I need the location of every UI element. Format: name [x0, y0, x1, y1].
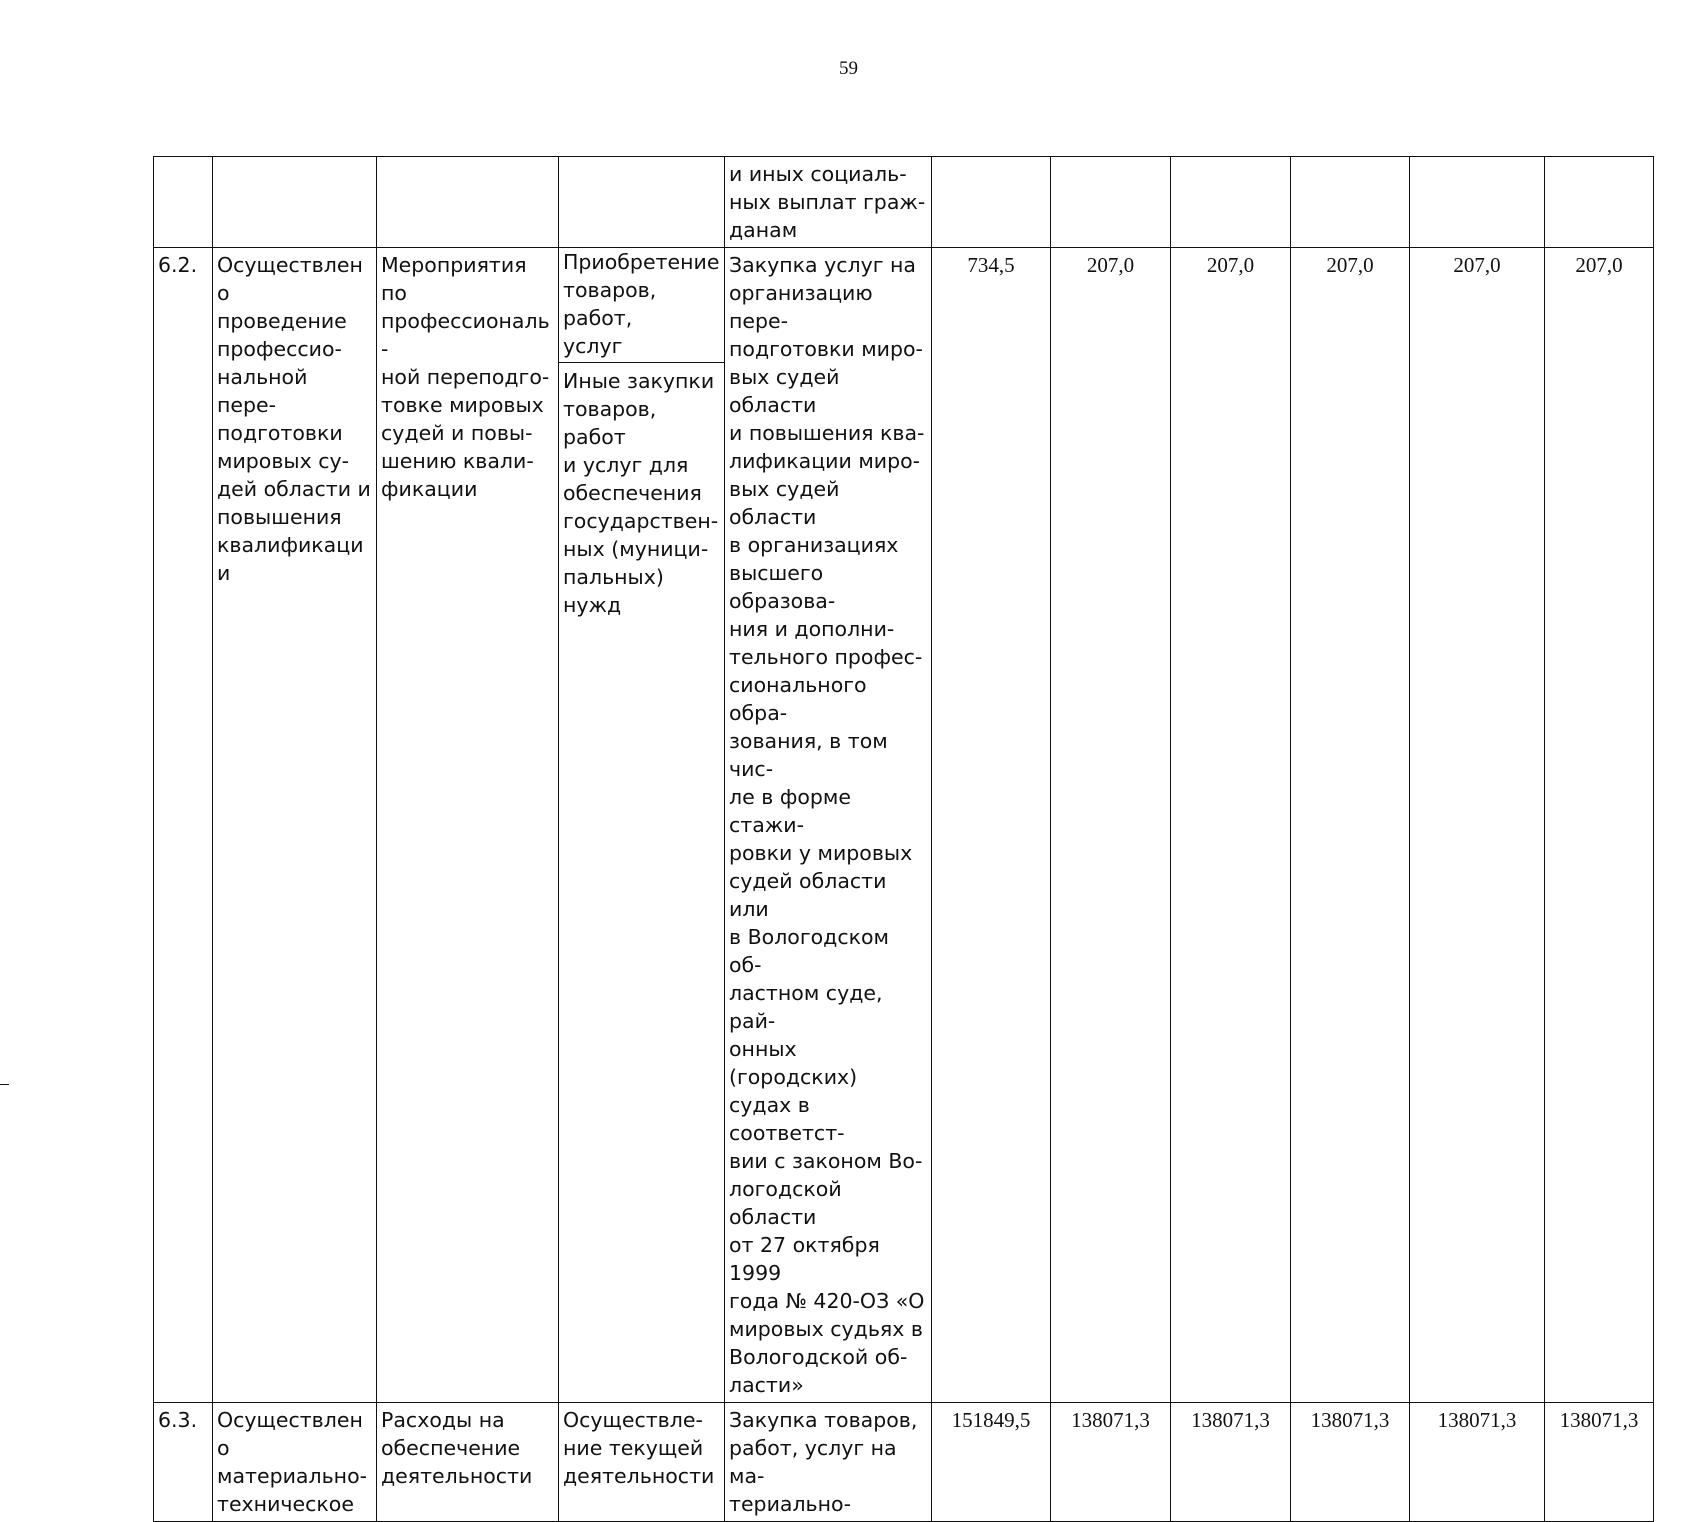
cell-value [1291, 157, 1410, 248]
type-top-text: Приобретение товаров, работ, услуг [559, 248, 724, 363]
cell-event [377, 157, 559, 248]
cell-value: 138071,3 [1171, 1403, 1291, 1522]
cell-num [154, 157, 213, 248]
table-row-6-2 [154, 248, 1654, 1403]
result-text: Осуществлено проведение профессио- нальной пере- подготовки мировых су- дей области и повышения квалификации [217, 253, 371, 585]
cell-type [559, 248, 725, 1403]
cell-description [725, 157, 932, 248]
page-number: 59 [839, 58, 858, 79]
event-text: Мероприятия по профессиональ- ной переподго- товке мировых судей и повы- шению квали- фикации [381, 253, 550, 501]
cell-value: 207,0 [1171, 248, 1291, 1403]
cell-value: 207,0 [1051, 248, 1171, 1403]
description-text: Закупка товаров, работ, услуг на ма- териально- [729, 1408, 918, 1516]
cell-event [377, 1403, 559, 1522]
cell-type [559, 1403, 725, 1522]
cell-value: 138071,3 [1545, 1403, 1654, 1522]
cell-value: 138071,3 [1291, 1403, 1410, 1522]
cell-value [932, 157, 1051, 248]
cell-value [1051, 157, 1171, 248]
cell-value: 734,5 [932, 248, 1051, 1403]
cell-value: 207,0 [1545, 248, 1654, 1403]
cell-value: 138071,3 [1051, 1403, 1171, 1522]
margin-mark [0, 1084, 9, 1085]
cell-value: 207,0 [1410, 248, 1545, 1403]
result-text: Осуществлено материально- техническое [217, 1408, 368, 1516]
table-row-6-3 [154, 1403, 1654, 1522]
cell-num: 6.2. [154, 248, 213, 1403]
cell-value [1545, 157, 1654, 248]
description-text: и иных социаль- ных выплат граж- данам [729, 162, 926, 242]
cell-value: 138071,3 [1410, 1403, 1545, 1522]
cell-result [213, 248, 377, 1403]
cell-value [1410, 157, 1545, 248]
cell-description [725, 1403, 932, 1522]
cell-num: 6.3. [154, 1403, 213, 1522]
cell-event [377, 248, 559, 1403]
type-top-text: Осуществле- ние текущей деятельности [563, 1408, 715, 1488]
table-row-continued [154, 157, 1654, 248]
cell-value [1171, 157, 1291, 248]
cell-value: 151849,5 [932, 1403, 1051, 1522]
description-text: Закупка услуг на организацию пере- подготовки миро- вых судей области и повышения ква- лификации миро- вых судей области в организациях высшего образова- ния и дополни- тельного профес- сионального обра- зования, в том чис- ле в форме стажи- ровки у мировых судей области или в Вологодском об- ластном суде, рай- онных (городских) судах в соответст- вии с законом Во- логодской области от 27 октября 1999 года № 420-ОЗ «О мировых судьях в Вологодской об- ласти» [729, 253, 925, 1397]
event-text: Расходы на обеспечение деятельности [381, 1408, 533, 1488]
type-bottom-text: Иные закупки товаров, работ и услуг для обеспечения государствен- ных (муници- пальных) нужд [563, 369, 719, 617]
budget-table [153, 156, 1654, 1522]
cell-result [213, 1403, 377, 1522]
cell-result [213, 157, 377, 248]
cell-description [725, 248, 932, 1403]
cell-type [559, 157, 725, 248]
cell-value: 207,0 [1291, 248, 1410, 1403]
